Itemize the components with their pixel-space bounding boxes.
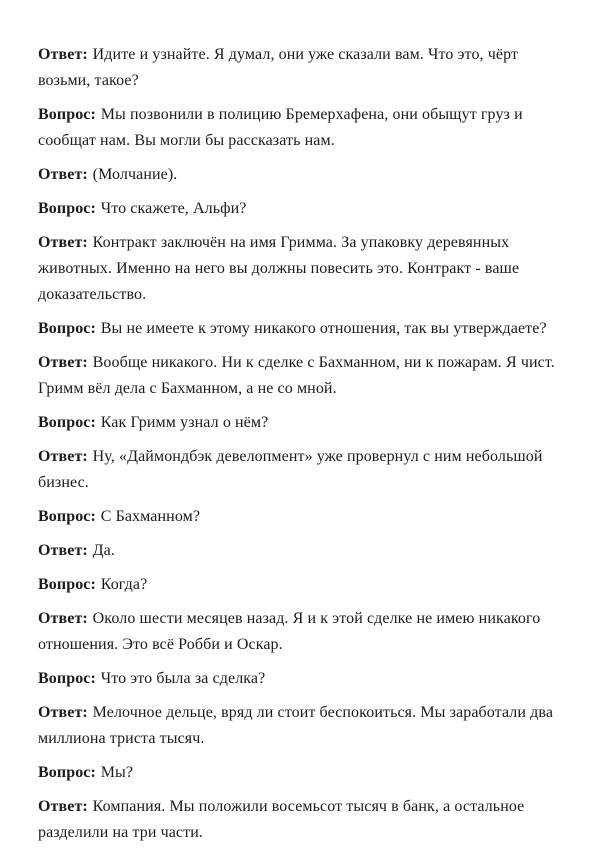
- transcript-paragraph: [38, 666, 567, 692]
- speaker-label: Ответ:: [38, 798, 88, 815]
- speaker-label: Вопрос:: [38, 576, 96, 593]
- transcript-paragraph: [38, 572, 567, 598]
- transcript-paragraph: [38, 42, 567, 94]
- speaker-label: Ответ:: [38, 448, 88, 465]
- transcript-paragraph: [38, 410, 567, 436]
- speech-text: Что скажете, Альфи?: [100, 200, 247, 217]
- transcript-paragraph: [38, 760, 567, 786]
- transcript-paragraph: [38, 350, 567, 402]
- transcript-paragraph: [38, 700, 567, 752]
- speech-text: Когда?: [100, 576, 148, 593]
- transcript-paragraph: [38, 102, 567, 154]
- speaker-label: Ответ:: [38, 542, 88, 559]
- speaker-label: Ответ:: [38, 610, 88, 627]
- speech-text: (Молчание).: [92, 166, 178, 183]
- speaker-label: Вопрос:: [38, 200, 96, 217]
- speaker-label: Вопрос:: [38, 414, 96, 431]
- transcript-paragraph: [38, 196, 567, 222]
- transcript-paragraph: [38, 162, 567, 188]
- speaker-label: Ответ:: [38, 704, 88, 721]
- speaker-label: Вопрос:: [38, 764, 96, 781]
- speaker-label: Ответ:: [38, 46, 88, 63]
- speech-text: С Бахманном?: [100, 508, 201, 525]
- speech-text: Как Гримм узнал о нём?: [100, 414, 269, 431]
- speaker-label: Вопрос:: [38, 320, 96, 337]
- speech-text: Вообще никакого. Ни к сделке с Бахманном, ни к пожарам. Я чист. Гримм вёл дела с Бахманном, а не со мной.: [38, 354, 555, 397]
- transcript-paragraph: [38, 230, 567, 308]
- speaker-label: Ответ:: [38, 166, 88, 183]
- transcript-paragraph: [38, 606, 567, 658]
- speech-text: Мы?: [100, 764, 134, 781]
- transcript-paragraph: [38, 538, 567, 564]
- speaker-label: Ответ:: [38, 354, 88, 371]
- speaker-label: Вопрос:: [38, 508, 96, 525]
- speech-text: Да.: [92, 542, 115, 559]
- speech-text: Идите и узнайте. Я думал, они уже сказали вам. Что это, чёрт возьми, такое?: [38, 46, 519, 89]
- speech-text: Около шести месяцев назад. Я и к этой сделке не имею никакого отношения. Это всё Робби и Оскар.: [38, 610, 541, 653]
- speaker-label: Вопрос:: [38, 670, 96, 687]
- transcript-paragraph: [38, 794, 567, 846]
- speech-text: Ну, «Даймондбэк девелопмент» уже провернул с ним небольшой бизнес.: [38, 448, 543, 491]
- speech-text: Мы позвонили в полицию Бремерхафена, они обыщут груз и сообщат нам. Вы могли бы рассказать нам.: [38, 106, 523, 149]
- speech-text: Контракт заключён на имя Гримма. За упаковку деревянных животных. Именно на него вы должны повесить это. Контракт - ваше доказательство.: [38, 234, 520, 303]
- speech-text: Мелочное дельце, вряд ли стоит беспокоиться. Мы заработали два миллиона триста тысяч.: [38, 704, 554, 747]
- speech-text: Что это была за сделка?: [100, 670, 266, 687]
- transcript-paragraph: [38, 316, 567, 342]
- speaker-label: Ответ:: [38, 234, 88, 251]
- speaker-label: Вопрос:: [38, 106, 96, 123]
- speech-text: Вы не имеете к этому никакого отношения, так вы утверждаете?: [100, 320, 547, 337]
- transcript-paragraph: [38, 444, 567, 496]
- speech-text: Компания. Мы положили восемьсот тысяч в банк, а остальное разделили на три части.: [38, 798, 525, 841]
- transcript-paragraph: [38, 504, 567, 530]
